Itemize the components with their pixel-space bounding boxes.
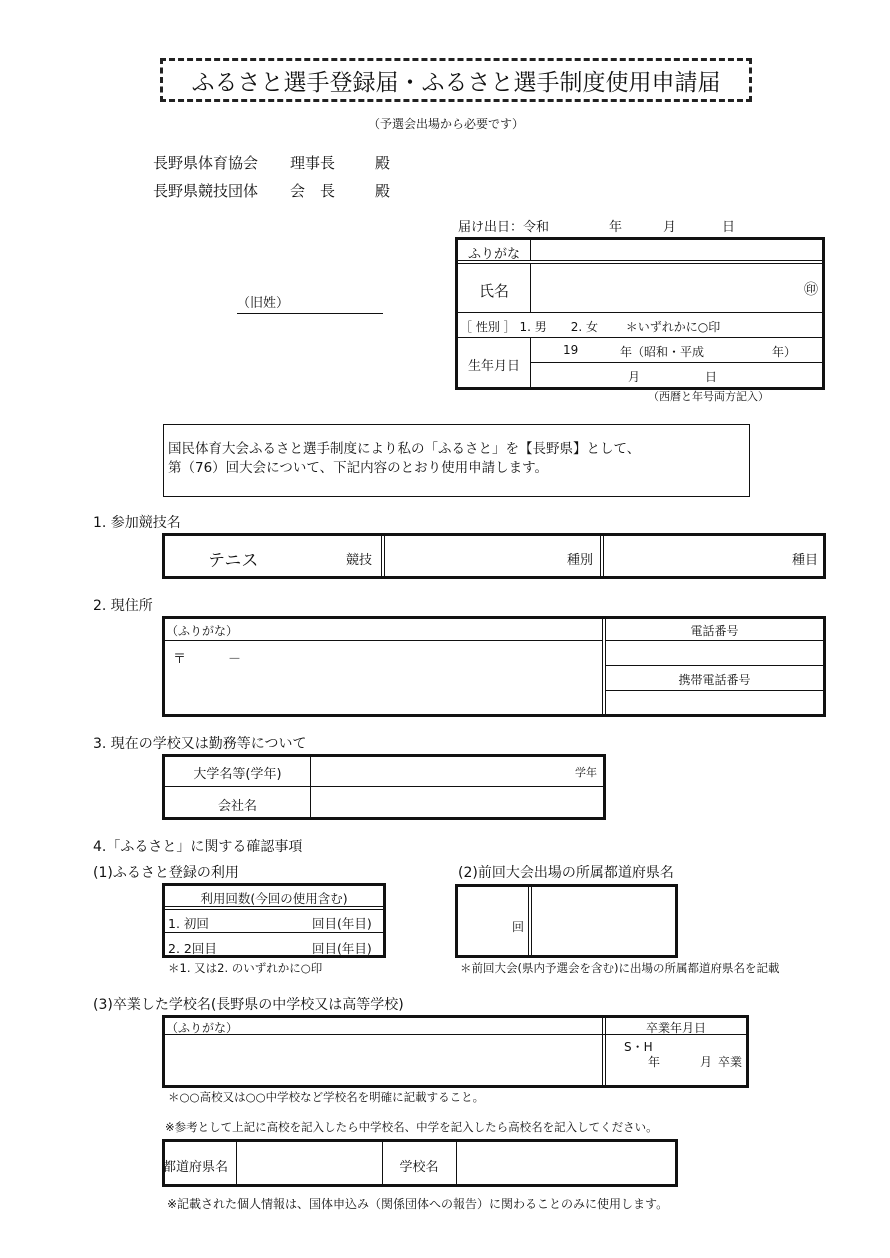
reference-school-label: 学校名 bbox=[399, 1160, 439, 1175]
usage-row-1-label[interactable]: 1. 初回 bbox=[168, 916, 209, 931]
postal-mark: 〒 bbox=[173, 652, 187, 667]
declaration-line-1: 国民体育大会ふるさと選手制度により私の「ふるさと」を【長野県】として、 bbox=[168, 441, 641, 457]
birth-year-era: 年（昭和・平成 bbox=[620, 345, 705, 359]
declaration-line-2: 第（76）回大会について、下記内容のとおり使用申請します。 bbox=[168, 460, 549, 476]
submission-date-day: 日 bbox=[722, 220, 736, 235]
category-field[interactable] bbox=[385, 536, 597, 576]
graduated-school-note: ＊○○高校又は○○中学校など学校名を明確に記載すること。 bbox=[168, 1090, 485, 1104]
section-4-heading: 4.「ふるさと」に関する確認事項 bbox=[93, 839, 303, 855]
previous-prefecture-note: ＊前回大会(県内予選会を含む)に出場の所属都道府県名を記載 bbox=[460, 961, 780, 975]
reference-prefecture-field[interactable] bbox=[237, 1142, 381, 1184]
reference-prefecture-label: 都道府県名 bbox=[163, 1160, 229, 1175]
graduation-year: 年 bbox=[648, 1055, 661, 1069]
submission-date-year: 年 bbox=[609, 220, 623, 235]
section-2-heading: 2. 現住所 bbox=[93, 598, 153, 614]
usage-row-2-suffix: 回目(年目) bbox=[312, 941, 372, 956]
seal-icon: ㊞ bbox=[804, 282, 818, 298]
usage-count-note: ＊1. 又は2. のいずれかに○印 bbox=[168, 961, 323, 975]
section-4-2-heading: (2)前回大会出場の所属都道府県名 bbox=[458, 865, 674, 881]
university-label: 大学名等(学年) bbox=[193, 767, 282, 782]
name-label: 氏名 bbox=[478, 282, 509, 300]
graduation-suffix: 卒業 bbox=[718, 1055, 743, 1069]
section-3-heading: 3. 現在の学校又は勤務等について bbox=[93, 736, 307, 752]
birth-note: （西暦と年号両方記入） bbox=[648, 390, 769, 403]
submission-date-month: 月 bbox=[663, 220, 677, 235]
section-4-3-heading: (3)卒業した学校名(長野県の中学校又は高等学校) bbox=[93, 997, 404, 1013]
birth-era-year: 年） bbox=[772, 345, 797, 359]
birth-date-label: 生年月日 bbox=[467, 359, 520, 374]
usage-row-1-suffix: 回目(年目) bbox=[312, 916, 372, 931]
furigana-field[interactable] bbox=[532, 240, 822, 260]
graduation-date-label: 卒業年月日 bbox=[645, 1021, 706, 1035]
graduated-school-field[interactable] bbox=[165, 1036, 601, 1085]
event-label: 種目 bbox=[792, 553, 819, 568]
previous-count-suffix: 回 bbox=[512, 920, 525, 934]
graduation-month: 月 bbox=[700, 1055, 713, 1069]
mobile-label: 携帯電話番号 bbox=[678, 673, 751, 687]
usage-row-2-label[interactable]: 2. 2回目 bbox=[168, 941, 217, 956]
privacy-note: ※記載された個人情報は、国体申込み（関係団体への報告）に関わることのみに使用します。 bbox=[167, 1197, 669, 1211]
company-field[interactable] bbox=[312, 788, 602, 817]
addressee-1-honorific: 殿 bbox=[375, 154, 391, 172]
sport-label: 競技 bbox=[346, 553, 373, 568]
reference-note: ※参考として上記に高校を記入したら中学校名、中学を記入したら高校名を記入してください。 bbox=[165, 1120, 658, 1134]
former-name-label: （旧姓） bbox=[237, 296, 290, 311]
postal-dash: － bbox=[228, 652, 242, 667]
birth-month: 月 bbox=[628, 370, 641, 384]
form-title: ふるさと選手登録届・ふるさと選手制度使用申請届 bbox=[191, 69, 721, 96]
addressee-1-role: 理事長 bbox=[290, 154, 336, 172]
reference-school-field[interactable] bbox=[457, 1142, 675, 1184]
name-field[interactable] bbox=[532, 264, 802, 312]
addressee-2-honorific: 殿 bbox=[375, 182, 391, 200]
furigana-label: ふりがな bbox=[467, 247, 520, 262]
school-furigana-label: （ふりがな） bbox=[166, 1021, 239, 1035]
mobile-field[interactable] bbox=[606, 691, 823, 714]
event-field[interactable] bbox=[604, 536, 794, 576]
section-4-1-heading: (1)ふるさと登録の利用 bbox=[93, 865, 239, 881]
university-field[interactable] bbox=[312, 757, 572, 785]
former-name-field[interactable] bbox=[237, 313, 383, 314]
birth-year-prefix: 19 bbox=[563, 343, 579, 357]
graduation-era[interactable]: S・H bbox=[624, 1040, 653, 1054]
grade-suffix: 学年 bbox=[575, 766, 597, 779]
previous-prefecture-field[interactable] bbox=[532, 887, 675, 955]
form-subtitle: （予選会出場から必要です） bbox=[368, 117, 525, 131]
gender-selection[interactable]: ［ 性別 ］ 1. 男 2. 女 ＊いずれかに○印 bbox=[460, 320, 721, 334]
sport-value[interactable]: テニス bbox=[208, 551, 259, 571]
phone-field[interactable] bbox=[606, 641, 823, 665]
section-1-heading: 1. 参加競技名 bbox=[93, 515, 181, 531]
addressee-2-role: 会 長 bbox=[290, 182, 336, 200]
company-label: 会社名 bbox=[217, 799, 257, 814]
form-title-box bbox=[160, 58, 752, 102]
address-field[interactable] bbox=[165, 642, 601, 714]
addressee-2-org: 長野県競技団体 bbox=[153, 182, 259, 200]
usage-count-header: 利用回数(今回の使用含む) bbox=[200, 891, 348, 906]
birth-day: 日 bbox=[705, 370, 718, 384]
address-furigana-label: （ふりがな） bbox=[166, 624, 239, 638]
category-label: 種別 bbox=[567, 553, 594, 568]
submission-date-label: 届け出日：令和 bbox=[458, 220, 550, 235]
phone-label: 電話番号 bbox=[690, 624, 739, 638]
addressee-1-org: 長野県体育協会 bbox=[153, 154, 259, 172]
